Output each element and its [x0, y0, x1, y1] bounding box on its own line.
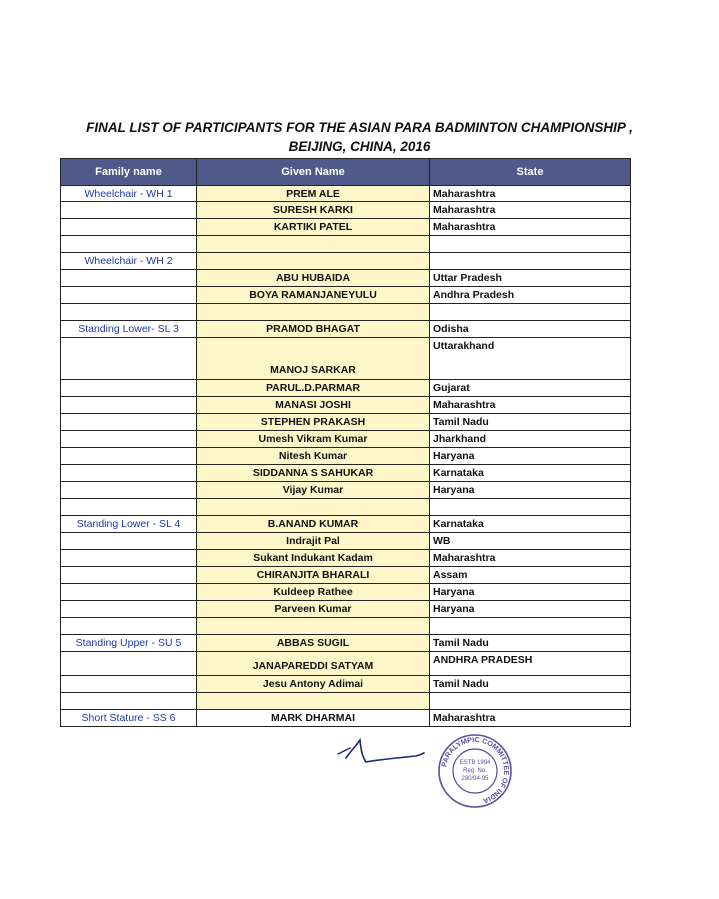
family-name-cell	[61, 693, 197, 710]
table-row	[61, 550, 631, 567]
state-cell: Maharashtra	[430, 219, 631, 236]
given-name-cell	[197, 618, 430, 635]
family-name-cell	[61, 338, 197, 380]
given-name-cell: Nitesh Kumar	[197, 448, 430, 465]
signature	[336, 732, 432, 772]
state-cell: Uttarakhand	[430, 338, 631, 380]
table-row	[61, 635, 631, 652]
given-name-cell: MANOJ SARKAR	[197, 338, 430, 380]
participants-table	[60, 158, 631, 727]
table-row	[61, 465, 631, 482]
given-name-cell	[197, 253, 430, 270]
family-name-cell: Wheelchair - WH 1	[61, 186, 197, 202]
table-row	[61, 380, 631, 397]
table-row	[61, 499, 631, 516]
table-row	[61, 186, 631, 202]
table-row	[61, 397, 631, 414]
state-cell	[430, 304, 631, 321]
family-name-cell	[61, 202, 197, 219]
document-subtitle: BEIJING, CHINA, 2016	[288, 139, 431, 154]
given-name-cell: Indrajit Pal	[197, 533, 430, 550]
family-name-cell	[61, 287, 197, 304]
family-name-cell	[61, 448, 197, 465]
table-row	[61, 338, 631, 380]
table-row	[61, 202, 631, 219]
table-row	[61, 448, 631, 465]
state-cell: Karnataka	[430, 516, 631, 533]
given-name-cell	[197, 304, 430, 321]
table-row	[61, 253, 631, 270]
family-name-cell	[61, 533, 197, 550]
table-row	[61, 652, 631, 676]
given-name-cell: ABBAS SUGIL	[197, 635, 430, 652]
header-family-name: Family name	[61, 159, 197, 186]
state-cell: Tamil Nadu	[430, 414, 631, 431]
table-row	[61, 287, 631, 304]
state-cell: Maharashtra	[430, 710, 631, 727]
family-name-cell	[61, 618, 197, 635]
state-cell: Assam	[430, 567, 631, 584]
family-name-cell: Standing Upper - SU 5	[61, 635, 197, 652]
given-name-cell	[197, 693, 430, 710]
family-name-cell	[61, 465, 197, 482]
header-state: State	[430, 159, 631, 186]
state-cell: Karnataka	[430, 465, 631, 482]
svg-text:ESTB 1994: ESTB 1994	[459, 760, 491, 766]
state-cell: ANDHRA PRADESH	[430, 652, 631, 676]
state-cell: Haryana	[430, 482, 631, 499]
given-name-cell	[197, 236, 430, 253]
family-name-cell	[61, 584, 197, 601]
committee-seal	[437, 733, 513, 809]
state-cell: Haryana	[430, 601, 631, 618]
given-name-cell: JANAPAREDDI SATYAM	[197, 652, 430, 676]
table-row	[61, 414, 631, 431]
state-cell: Odisha	[430, 321, 631, 338]
state-cell	[430, 693, 631, 710]
table-row	[61, 219, 631, 236]
given-name-cell: BOYA RAMANJANEYULU	[197, 287, 430, 304]
family-name-cell	[61, 414, 197, 431]
table-row	[61, 236, 631, 253]
family-name-cell	[61, 397, 197, 414]
given-name-cell: PREM ALE	[197, 186, 430, 202]
table-row	[61, 482, 631, 499]
table-row	[61, 710, 631, 727]
svg-text:Reg. No.: Reg. No.	[463, 768, 487, 774]
given-name-cell: Sukant Indukant Kadam	[197, 550, 430, 567]
state-cell: Gujarat	[430, 380, 631, 397]
table-row	[61, 693, 631, 710]
table-row	[61, 676, 631, 693]
state-cell: Maharashtra	[430, 186, 631, 202]
given-name-cell: B.ANAND KUMAR	[197, 516, 430, 533]
state-cell	[430, 236, 631, 253]
table-row	[61, 321, 631, 338]
given-name-cell: ABU HUBAIDA	[197, 270, 430, 287]
state-cell: Tamil Nadu	[430, 676, 631, 693]
family-name-cell: Short Stature - SS 6	[61, 710, 197, 727]
state-cell	[430, 618, 631, 635]
state-cell: Maharashtra	[430, 202, 631, 219]
given-name-cell: MANASI JOSHI	[197, 397, 430, 414]
given-name-cell: SURESH KARKI	[197, 202, 430, 219]
family-name-cell	[61, 499, 197, 516]
family-name-cell	[61, 270, 197, 287]
family-name-cell: Standing Lower - SL 4	[61, 516, 197, 533]
state-cell: WB	[430, 533, 631, 550]
given-name-cell: MARK DHARMAI	[197, 710, 430, 727]
table-row	[61, 584, 631, 601]
state-cell	[430, 253, 631, 270]
header-given-name: Given Name	[197, 159, 430, 186]
family-name-cell: Standing Lower- SL 3	[61, 321, 197, 338]
family-name-cell	[61, 676, 197, 693]
state-cell: Haryana	[430, 448, 631, 465]
table-row	[61, 567, 631, 584]
svg-text:PARALYMPIC COMMITTEE OF INDIA: PARALYMPIC COMMITTEE OF INDIA	[439, 734, 512, 806]
family-name-cell	[61, 652, 197, 676]
state-cell	[430, 499, 631, 516]
state-cell: Uttar Pradesh	[430, 270, 631, 287]
state-cell: Jharkhand	[430, 431, 631, 448]
state-cell: Tamil Nadu	[430, 635, 631, 652]
state-cell: Maharashtra	[430, 550, 631, 567]
svg-text:280/94-95: 280/94-95	[461, 776, 489, 782]
given-name-cell: CHIRANJITA BHARALI	[197, 567, 430, 584]
family-name-cell	[61, 601, 197, 618]
given-name-cell: Parveen Kumar	[197, 601, 430, 618]
table-row	[61, 533, 631, 550]
table-row	[61, 270, 631, 287]
given-name-cell	[197, 499, 430, 516]
table-row	[61, 304, 631, 321]
table-header-row	[61, 159, 631, 186]
given-name-cell: Vijay Kumar	[197, 482, 430, 499]
table-row	[61, 618, 631, 635]
state-cell: Maharashtra	[430, 397, 631, 414]
family-name-cell	[61, 380, 197, 397]
family-name-cell	[61, 482, 197, 499]
state-cell: Andhra Pradesh	[430, 287, 631, 304]
family-name-cell	[61, 550, 197, 567]
family-name-cell	[61, 431, 197, 448]
state-cell: Haryana	[430, 584, 631, 601]
family-name-cell: Wheelchair - WH 2	[61, 253, 197, 270]
given-name-cell: PARUL.D.PARMAR	[197, 380, 430, 397]
table-row	[61, 601, 631, 618]
family-name-cell	[61, 236, 197, 253]
given-name-cell: KARTIKI PATEL	[197, 219, 430, 236]
given-name-cell: Umesh Vikram Kumar	[197, 431, 430, 448]
family-name-cell	[61, 219, 197, 236]
family-name-cell	[61, 567, 197, 584]
family-name-cell	[61, 304, 197, 321]
given-name-cell: PRAMOD BHAGAT	[197, 321, 430, 338]
table-row	[61, 431, 631, 448]
given-name-cell: STEPHEN PRAKASH	[197, 414, 430, 431]
given-name-cell: SIDDANNA S SAHUKAR	[197, 465, 430, 482]
given-name-cell: Jesu Antony Adimai	[197, 676, 430, 693]
given-name-cell: Kuldeep Rathee	[197, 584, 430, 601]
document-title: FINAL LIST OF PARTICIPANTS FOR THE ASIAN PARA BADMINTON CHAMPIONSHIP ,	[86, 120, 633, 135]
table-row	[61, 516, 631, 533]
